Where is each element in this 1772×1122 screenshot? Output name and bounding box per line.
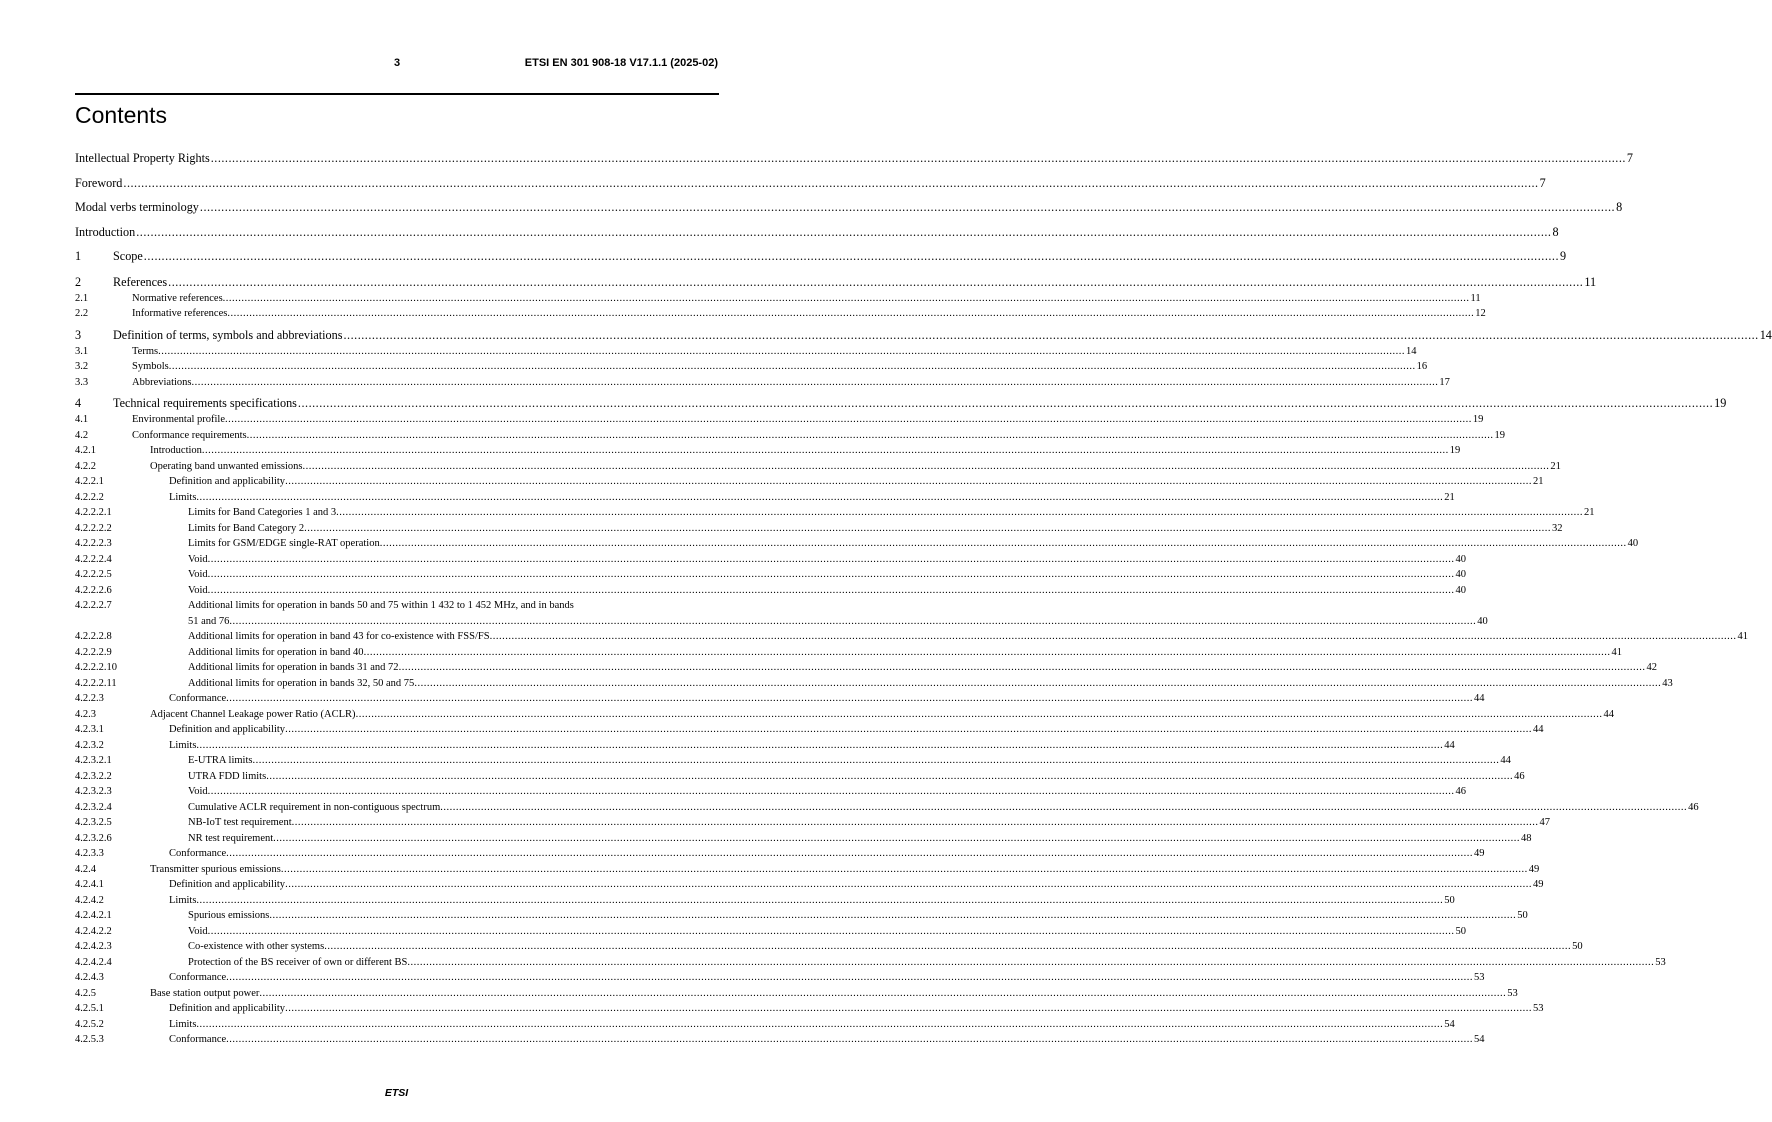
toc-entry-fill — [75, 490, 1444, 506]
toc-subsection[interactable]: 4.2.5.1 Definition and applicability ..... 53 — [75, 1001, 719, 1017]
toc-entry-fill — [75, 629, 1737, 645]
toc-entry-fill — [75, 552, 1456, 568]
toc-leader-dots — [136, 220, 1551, 245]
toc-entry-fill — [75, 676, 1662, 692]
toc-subsection[interactable]: 4.2.2.2.10 Additional limits for operation in bands 31 and 72 ..... 42 — [75, 660, 719, 676]
toc-subsection-page: 48 — [1521, 832, 1532, 844]
toc-subsection-page: 54 — [1444, 1018, 1455, 1030]
toc-subsection[interactable]: 4.2.4.1 Definition and applicability ..... 49 — [75, 877, 719, 893]
toc-subsection-page: 21 — [1584, 507, 1595, 518]
toc-entry-fill — [75, 428, 1494, 444]
toc-section-title: References — [113, 274, 168, 289]
toc-subsection-page: 12 — [1475, 308, 1486, 319]
toc-subsection-page: 21 — [1532, 476, 1544, 487]
toc-subsection-page: 44 — [1603, 708, 1614, 720]
toc-subsection[interactable]: 3.3 Abbreviations ..... 17 — [75, 375, 719, 391]
toc-subsection[interactable]: 4.2.5 Base station output power ..... 53 — [75, 986, 719, 1002]
toc-leader-dots — [225, 412, 1472, 428]
toc-subsection-page: 49 — [1474, 848, 1485, 859]
toc-subsection-page: 17 — [1439, 376, 1450, 388]
toc-entry-fill — [75, 955, 1655, 971]
toc-leader-dots — [266, 769, 1513, 785]
toc-leader-dots — [229, 614, 1476, 630]
toc-entry[interactable] — [75, 195, 1623, 220]
toc-section-page: 19 — [1714, 396, 1727, 410]
toc-section-number: 4 — [75, 396, 82, 410]
toc-leader-dots — [269, 908, 1516, 924]
toc-subsection[interactable]: 4.2.2.2 Limits ..... 21 — [75, 490, 719, 506]
toc-entry-fill — [75, 474, 1533, 490]
toc-subsection-title: Abbreviations — [132, 376, 192, 388]
toc-subsection-page: 40 — [1627, 538, 1639, 549]
toc-leader-dots — [247, 428, 1494, 444]
toc-subsection-page: 41 — [1611, 646, 1622, 658]
toc-entry-fill — [75, 521, 1552, 537]
toc-subsection-title: Adjacent Channel Leakage power Ratio (ACLR) — [150, 708, 356, 720]
toc-subsection[interactable]: 4.2.3 Adjacent Channel Leakage power Ratio (ACLR) ..... 44 — [75, 707, 719, 723]
toc-entry[interactable] — [75, 171, 1546, 196]
toc-leader-dots — [208, 784, 1455, 800]
toc-subsection[interactable]: 4.2.3.3 Conformance ..... 49 — [75, 846, 719, 862]
toc-entry-fill — [75, 614, 1477, 630]
toc-subsection[interactable]: 4.2.3.2 Limits ..... 44 — [75, 738, 719, 754]
toc-subsection[interactable]: 4.2.3.1 Definition and applicability ..... 44 — [75, 722, 719, 738]
toc-subsection-title: Protection of the BS receiver of own or different BS — [188, 956, 408, 968]
toc-subsection-page: 53 — [1507, 987, 1518, 999]
toc-leader-dots — [158, 344, 1405, 360]
toc-section-page: 9 — [1560, 249, 1567, 263]
toc-subsection-title: Additional limits for operation in bands 32, 50 and 75 — [188, 677, 415, 689]
toc-subsection[interactable]: 2.1 Normative references ..... 11 — [75, 291, 719, 307]
table-of-contents — [75, 146, 1772, 1048]
toc-subsection[interactable]: 4.2.2.2.8 Additional limits for operation in band 43 for co-existence with FSS/FS ..... 41 — [75, 629, 719, 645]
toc-section[interactable] — [75, 244, 1567, 269]
toc-leader-dots — [285, 877, 1532, 893]
toc-subsection[interactable]: 4.2.2.2.6 Void ..... 40 — [75, 583, 719, 599]
page-number: 3 — [393, 57, 401, 69]
toc-subsection-title: Terms — [132, 345, 159, 357]
toc-entry-fill — [75, 970, 1474, 986]
toc-subsection-title: Void — [188, 925, 208, 937]
toc-subsection-page: 44 — [1532, 724, 1544, 735]
toc-leader-dots — [226, 1032, 1473, 1048]
toc-subsection-title: Void — [188, 584, 208, 596]
toc-subsection[interactable]: 4.2.5.3 Conformance ..... 54 — [75, 1032, 719, 1048]
toc-leader-dots — [196, 490, 1443, 506]
toc-subsection-title: Limits — [169, 491, 197, 503]
toc-subsection-title: Definition and applicability — [169, 1003, 286, 1014]
toc-subsection[interactable]: 4.2.2 Operating band unwanted emissions ..... 21 — [75, 459, 719, 475]
toc-subsection-title: Conformance — [169, 1034, 227, 1045]
toc-leader-dots — [169, 359, 1416, 375]
toc-entry-title: Modal verbs terminology — [75, 200, 199, 214]
toc-leader-dots — [192, 375, 1439, 391]
toc-leader-dots — [252, 753, 1499, 769]
toc-subsection-title: Environmental profile — [132, 414, 226, 425]
toc-section-number: 1 — [75, 249, 82, 263]
toc-subsection-title: Void — [188, 553, 208, 565]
toc-entry-fill — [75, 536, 1628, 552]
toc-subsection[interactable]: 4.2.2.2.2 Limits for Band Category 2 ..... 32 — [75, 521, 719, 537]
toc-subsection[interactable]: 4.2.3.2.3 Void ..... 46 — [75, 784, 719, 800]
toc-entry-fill — [75, 939, 1572, 955]
toc-leader-dots — [208, 552, 1455, 568]
toc-entry-fill — [75, 291, 1471, 307]
toc-leader-dots — [227, 306, 1474, 322]
toc-entry-fill — [75, 908, 1517, 924]
toc-subsection-page: 50 — [1572, 941, 1583, 952]
toc-entry-fill — [75, 862, 1529, 878]
toc-subsection[interactable]: 4.2.2.2.7 Additional limits for operation in bands 50 and 75 within 1 432 to 1 452 MHz, and in bands — [75, 598, 719, 614]
toc-subsection-page: 50 — [1444, 894, 1455, 906]
toc-subsection-title: Transmitter spurious emissions — [150, 863, 281, 875]
toc-subsection-title: Base station output power — [150, 987, 260, 999]
toc-subsection[interactable]: 2.2 Informative references ..... 12 — [75, 306, 719, 322]
toc-subsection-title: Limits for GSM/EDGE single-RAT operation — [188, 538, 380, 549]
toc-subsection-title: NR test requirement — [188, 832, 274, 844]
toc-section-number: 3 — [75, 327, 82, 342]
toc-leader-dots — [285, 722, 1532, 738]
toc-entry-title: Intellectual Property Rights — [75, 151, 210, 165]
toc-entry-page: 8 — [1552, 224, 1559, 239]
toc-entry-fill — [75, 645, 1611, 661]
toc-section-page: 14 — [1759, 327, 1772, 342]
toc-subsection-title: Additional limits for operation in bands 31 and 72 — [188, 662, 399, 673]
toc-leader-dots — [281, 862, 1528, 878]
toc-subsection-title: Cumulative ACLR requirement in non-contiguous spectrum — [188, 801, 441, 813]
toc-leader-dots — [196, 1017, 1443, 1033]
toc-section-title: Definition of terms, symbols and abbreviations — [113, 327, 343, 342]
footer-etsi: ETSI — [384, 1087, 409, 1099]
toc-subsection[interactable]: 4.2.4.2.2 Void ..... 50 — [75, 924, 719, 940]
toc-subsection-page: 16 — [1416, 361, 1428, 372]
toc-subsection-title-continued: 51 and 76 — [188, 615, 230, 627]
toc-entry-fill — [75, 800, 1688, 816]
toc-subsection[interactable]: 4.2.2.3 Conformance ..... 44 — [75, 691, 719, 707]
toc-leader-dots — [196, 893, 1443, 909]
toc-entry-fill — [75, 753, 1500, 769]
toc-leader-dots — [208, 567, 1455, 583]
toc-section-number: 2 — [75, 274, 82, 289]
toc-entry-fill — [75, 583, 1456, 599]
toc-leader-dots — [200, 195, 1615, 220]
toc-entry-fill — [75, 1017, 1444, 1033]
toc-entry-title: Introduction — [75, 224, 136, 239]
toc-subsection-page: 44 — [1500, 755, 1511, 766]
toc-entry-fill — [75, 831, 1521, 847]
toc-subsection-page: 40 — [1455, 553, 1467, 565]
toc-subsection-page: 46 — [1455, 786, 1467, 797]
toc-subsection[interactable]: 3.2 Symbols ..... 16 — [75, 359, 719, 375]
toc-subsection[interactable]: 4.2.4.2 Limits ..... 50 — [75, 893, 719, 909]
toc-subsection-title: Conformance — [169, 972, 227, 983]
toc-entry-fill — [75, 375, 1439, 391]
toc-entry-fill — [75, 784, 1456, 800]
toc-subsection-page: 53 — [1655, 956, 1666, 968]
toc-subsection[interactable]: 4.2.3.2.5 NB-IoT test requirement ..... 47 — [75, 815, 719, 831]
toc-leader-dots — [303, 459, 1550, 475]
toc-leader-dots — [490, 629, 1737, 645]
toc-subsection[interactable]: 4.2.2.2.4 Void ..... 40 — [75, 552, 719, 568]
toc-subsection[interactable]: 4.2.3.2.1 E-UTRA limits ..... 44 — [75, 753, 719, 769]
toc-subsection-page: 43 — [1662, 677, 1673, 689]
toc-subsection-page: 54 — [1474, 1034, 1485, 1045]
toc-leader-dots — [196, 738, 1443, 754]
toc-subsection[interactable]: 4.1 Environmental profile ..... 19 — [75, 412, 719, 428]
toc-subsection-page: 42 — [1646, 662, 1657, 673]
toc-subsection-title: Operating band unwanted emissions — [150, 460, 303, 472]
toc-subsection-title: Limits for Band Category 2 — [188, 522, 305, 534]
page-title: Contents — [75, 102, 168, 128]
toc-subsection-page: 49 — [1528, 863, 1540, 875]
toc-entry-fill — [75, 344, 1406, 360]
toc-entry-fill — [75, 459, 1550, 475]
toc-entry-fill — [75, 306, 1475, 322]
toc-subsection-title: Co-existence with other systems — [188, 941, 325, 952]
toc-subsection-page: 50 — [1455, 925, 1467, 937]
toc-leader-dots — [202, 443, 1449, 459]
toc-subsection[interactable]: 4.2.3.2.6 NR test requirement ..... 48 — [75, 831, 719, 847]
toc-entry-fill — [75, 986, 1507, 1002]
toc-leader-dots — [380, 536, 1627, 552]
toc-subsection-title: Conformance requirements — [132, 429, 247, 441]
toc-subsection-title: UTRA FDD limits — [188, 770, 267, 782]
toc-leader-dots — [440, 800, 1687, 816]
toc-subsection-title: E-UTRA limits — [188, 755, 253, 766]
toc-subsection-page: 41 — [1737, 631, 1748, 642]
toc-section-page: 11 — [1584, 274, 1597, 289]
toc-subsection-title: Definition and applicability — [169, 879, 286, 890]
toc-subsection-page: 53 — [1474, 972, 1485, 983]
toc-section-title: Scope — [113, 249, 143, 263]
toc-entry-page: 7 — [1539, 175, 1546, 190]
toc-entry-fill — [75, 877, 1533, 893]
toc-subsection-title: Limits for Band Categories 1 and 3 — [188, 507, 337, 518]
toc-leader-dots — [144, 244, 1559, 269]
toc-leader-dots — [364, 645, 1611, 661]
toc-section[interactable] — [75, 269, 1597, 291]
toc-subsection-page: 19 — [1472, 414, 1484, 425]
toc-subsection-title: Definition and applicability — [169, 476, 286, 487]
toc-entry-fill — [75, 1032, 1474, 1048]
toc-subsection-page: 21 — [1550, 460, 1561, 472]
toc-subsection-title: Limits — [169, 739, 197, 751]
toc-subsection[interactable]: 4.2.4.2.3 Co-existence with other systems ..... 50 — [75, 939, 719, 955]
toc-subsection-title: Symbols — [132, 361, 169, 372]
toc-entry-fill — [75, 722, 1533, 738]
toc-entry[interactable] — [75, 146, 1634, 171]
toc-subsection-page: 44 — [1474, 693, 1485, 704]
toc-leader-dots — [226, 846, 1473, 862]
toc-leader-dots — [414, 676, 1661, 692]
toc-subsection-page: 40 — [1455, 584, 1467, 596]
header-rule — [75, 93, 719, 95]
toc-subsection-page: 40 — [1477, 615, 1488, 627]
toc-entry-page: 8 — [1616, 200, 1623, 214]
toc-subsection-title: Definition and applicability — [169, 724, 286, 735]
toc-subsection-title: Conformance — [169, 693, 227, 704]
toc-entry[interactable] — [75, 220, 1559, 245]
toc-leader-dots — [211, 146, 1626, 171]
toc-entry-fill — [75, 359, 1417, 375]
toc-subsection-title: Additional limits for operation in band 40 — [188, 646, 364, 658]
toc-subsection-title: Void — [188, 786, 208, 797]
toc-subsection[interactable]: 4.2.2.2.11 Additional limits for operation in bands 32, 50 and 75 ..... 43 — [75, 676, 719, 692]
toc-leader-dots — [208, 924, 1455, 940]
toc-leader-dots — [273, 831, 1520, 847]
toc-entry-title: Foreword — [75, 175, 123, 190]
toc-subsection[interactable]: 4.2.2.2.1 Limits for Band Categories 1 and 3 ..... 21 — [75, 505, 719, 521]
toc-subsection-page: 49 — [1532, 879, 1544, 890]
toc-subsection[interactable]: 4.2.4.2.1 Spurious emissions ..... 50 — [75, 908, 719, 924]
toc-subsection-title: Spurious emissions — [188, 910, 270, 921]
toc-entry-fill — [75, 691, 1474, 707]
toc-subsection[interactable]: 4.2.5.2 Limits ..... 54 — [75, 1017, 719, 1033]
toc-subsection-page: 44 — [1444, 739, 1455, 751]
toc-leader-dots — [223, 291, 1470, 307]
toc-subsection[interactable]: 4.2.3.2.4 Cumulative ACLR requirement in non-contiguous spectrum ..... 46 — [75, 800, 719, 816]
toc-subsection[interactable]: 4.2.2.2.9 Additional limits for operation in band 40 ..... 41 — [75, 645, 719, 661]
toc-subsection-page: 32 — [1551, 522, 1563, 534]
toc-leader-dots — [259, 986, 1506, 1002]
toc-leader-dots — [226, 691, 1473, 707]
toc-section[interactable] — [75, 322, 1772, 344]
toc-subsection-page: 46 — [1688, 801, 1699, 813]
toc-subsection[interactable]: 4.2.2.1 Definition and applicability ..... 21 — [75, 474, 719, 490]
toc-subsection-page: 21 — [1444, 491, 1455, 503]
toc-entry-fill — [75, 846, 1474, 862]
toc-leader-dots — [336, 505, 1583, 521]
toc-subsection-title: Normative references — [132, 292, 223, 304]
toc-leader-dots — [324, 939, 1571, 955]
toc-subsection-title: Introduction — [150, 445, 202, 456]
toc-subsection-page: 47 — [1539, 817, 1550, 828]
toc-entry-fill — [75, 412, 1473, 428]
toc-leader-dots — [399, 660, 1646, 676]
toc-entry-fill — [75, 815, 1540, 831]
toc-subsection-title: Conformance — [169, 848, 227, 859]
toc-subsection[interactable]: 4.2.2.2.3 Limits for GSM/EDGE single-RAT operation ..... 40 — [75, 536, 719, 552]
toc-subsection-page: 14 — [1405, 345, 1417, 357]
toc-entry-fill — [75, 660, 1646, 676]
toc-subsection-title: Additional limits for operation in bands 50 and 75 within 1 432 to 1 452 MHz, and in bands — [188, 600, 574, 611]
toc-entry-fill — [75, 1001, 1533, 1017]
toc-entry-fill — [75, 707, 1603, 723]
toc-leader-dots — [356, 707, 1603, 723]
toc-entry-fill — [75, 505, 1584, 521]
toc-section-title: Technical requirements specifications — [113, 396, 297, 410]
toc-leader-dots — [123, 171, 1538, 196]
toc-subsection[interactable]: 4.2.3.2.2 UTRA FDD limits ..... 46 — [75, 769, 719, 785]
toc-subsection-continued[interactable] — [75, 614, 1488, 630]
toc-leader-dots — [208, 583, 1455, 599]
toc-leader-dots — [226, 970, 1473, 986]
toc-subsection-title: Limits — [169, 894, 197, 906]
toc-subsection-title: NB-IoT test requirement — [188, 817, 292, 828]
toc-subsection-page: 50 — [1517, 910, 1528, 921]
toc-subsection[interactable]: 4.2.4 Transmitter spurious emissions ..... 49 — [75, 862, 719, 878]
toc-entry-fill — [75, 924, 1456, 940]
toc-entry-fill — [75, 567, 1456, 583]
toc-subsection[interactable]: 4.2.4.2.4 Protection of the BS receiver of own or different BS ..... 53 — [75, 955, 719, 971]
toc-leader-dots — [304, 521, 1551, 537]
toc-leader-dots — [292, 815, 1539, 831]
toc-subsection-title: Informative references — [132, 308, 228, 319]
toc-subsection-title: Void — [188, 569, 208, 580]
toc-entry-fill — [75, 893, 1444, 909]
toc-subsection-page: 19 — [1449, 445, 1461, 456]
toc-section[interactable] — [75, 390, 1727, 412]
document-reference: ETSI EN 301 908-18 V17.1.1 (2025-02) — [524, 57, 718, 69]
toc-leader-dots — [285, 1001, 1532, 1017]
toc-subsection-page: 53 — [1532, 1003, 1544, 1014]
toc-subsection-page: 40 — [1455, 569, 1467, 580]
toc-entry-fill — [75, 738, 1444, 754]
toc-subsection-title: Additional limits for operation in band 43 for co-existence with FSS/FS — [188, 631, 490, 642]
toc-leader-dots — [285, 474, 1532, 490]
toc-entry-page: 7 — [1626, 151, 1634, 165]
toc-entry-fill — [75, 769, 1514, 785]
toc-subsection[interactable]: 4.2 Conformance requirements ..... 19 — [75, 428, 719, 444]
toc-subsection-page: 46 — [1514, 770, 1525, 782]
toc-subsection[interactable]: 4.2.4.3 Conformance ..... 53 — [75, 970, 719, 986]
toc-subsection-page: 11 — [1470, 292, 1481, 304]
toc-subsection[interactable]: 4.2.2.2.5 Void ..... 40 — [75, 567, 719, 583]
toc-subsection[interactable]: 4.2.1 Introduction ..... 19 — [75, 443, 719, 459]
toc-subsection-page: 19 — [1494, 429, 1505, 441]
toc-subsection[interactable]: 3.1 Terms ..... 14 — [75, 344, 719, 360]
toc-subsection-title: Limits — [169, 1018, 197, 1030]
toc-leader-dots — [407, 955, 1654, 971]
toc-entry-fill — [75, 443, 1450, 459]
